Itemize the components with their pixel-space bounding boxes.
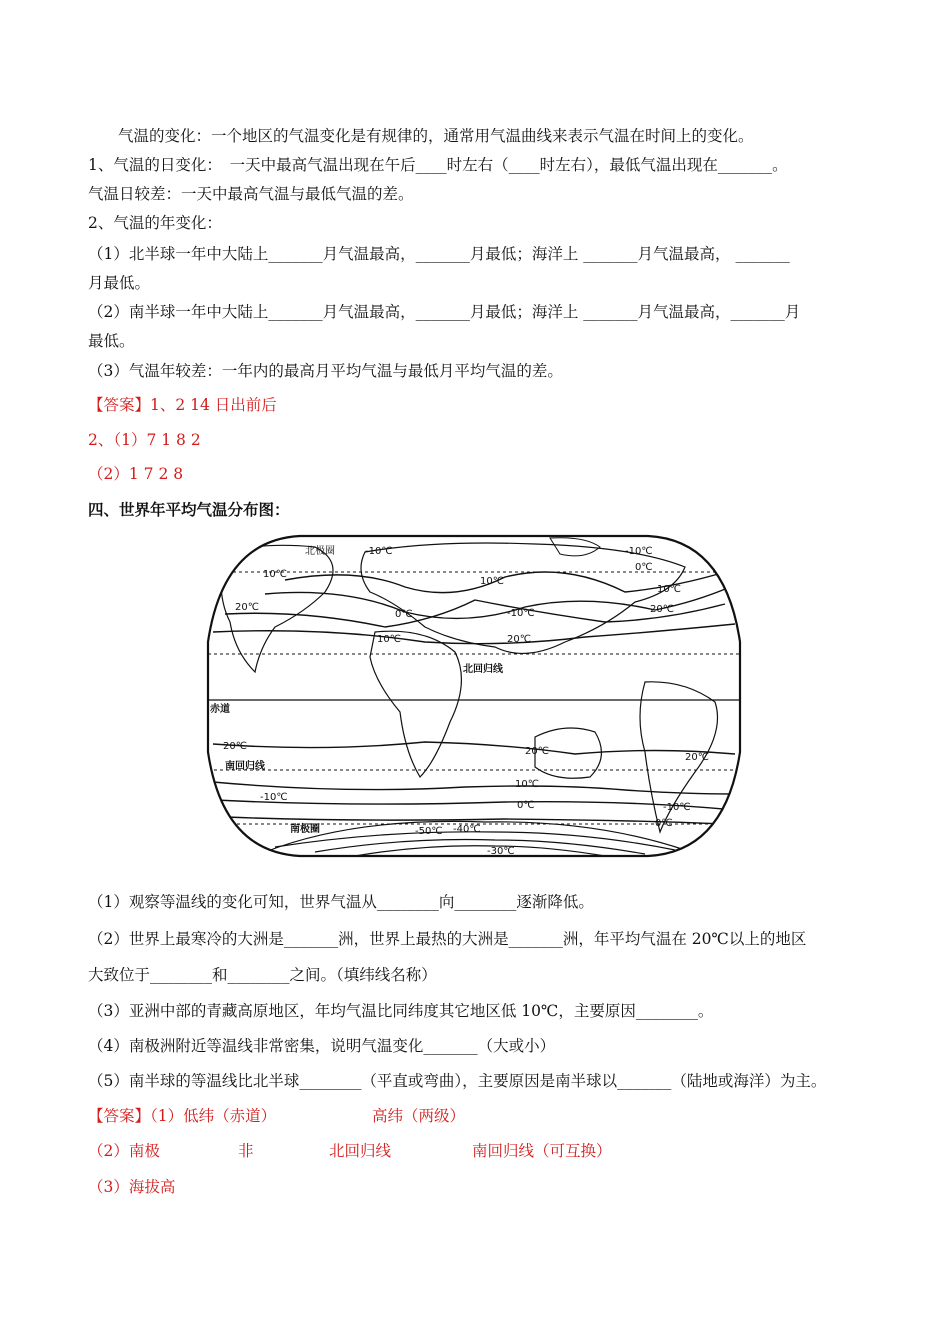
south-hemisphere-line2: 最低。 bbox=[88, 332, 135, 350]
label-minus10-ne: -10℃ bbox=[625, 546, 653, 557]
north-hemisphere-line2: 月最低。 bbox=[88, 274, 151, 292]
daily-range-text: 气温日较差：一天中最高气温与最低气温的差。 bbox=[88, 185, 414, 203]
daily-change-text: 1、气温的日变化： 一天中最高气温出现在午后____时左右（____时左右），最低气温出现在_______。 bbox=[88, 156, 788, 174]
question-2-line1: （2）世界上最寒冷的大洲是_______洲，世界上最热的大洲是_______洲，年平均气温在 20℃以上的地区 bbox=[88, 930, 807, 948]
section4-title: 四、世界年平均气温分布图： bbox=[88, 500, 290, 519]
answer-1-second: 高纬（两级） bbox=[372, 1107, 466, 1125]
label-tropic-of-cancer: 北回归线 bbox=[463, 664, 503, 675]
question-3: （3）亚洲中部的青藏高原地区，年均气温比同纬度其它地区低 10℃，主要原因________。 bbox=[88, 1002, 714, 1020]
label-10-asia: 10℃ bbox=[377, 634, 401, 645]
answer-2-third: 北回归线 bbox=[329, 1142, 392, 1160]
label-20-south-west: 20℃ bbox=[223, 741, 247, 752]
answer-2-fourth: 南回归线（可互换） bbox=[472, 1142, 612, 1160]
answer-line-3: （2）1 7 2 8 bbox=[88, 465, 184, 483]
label-tropic-of-capricorn: 南回归线 bbox=[225, 761, 265, 772]
label-0-ne: 0℃ bbox=[635, 562, 653, 573]
question-1: （1）观察等温线的变化可知，世界气温从________向________逐渐降低。 bbox=[88, 893, 594, 911]
answer-row-1 bbox=[88, 1106, 788, 1126]
label-minus10-south-west: -10℃ bbox=[260, 792, 288, 803]
label-10-pacific-mid: -10℃ bbox=[507, 608, 535, 619]
label-0-south-mid: 0℃ bbox=[517, 800, 535, 811]
label-equator: 赤道 bbox=[210, 704, 230, 715]
question-5: （5）南半球的等温线比北半球________（平直或弯曲），主要原因是南半球以_______（陆地或海洋）为主。 bbox=[88, 1072, 827, 1090]
label-20-south-mid: 20℃ bbox=[525, 746, 549, 757]
label-minus30: -30℃ bbox=[487, 846, 515, 857]
answer-line-1: 【答案】1、2 14 日出前后 bbox=[88, 396, 277, 414]
answer-line-2: 2、（1）7 1 8 2 bbox=[88, 431, 201, 449]
label-20-ne: 20℃ bbox=[650, 604, 674, 615]
annual-change-title: 2、气温的年变化： bbox=[88, 214, 222, 232]
label-10-north-west: 10℃ bbox=[263, 569, 287, 580]
label-10-pacific-north: 10℃ bbox=[480, 576, 504, 587]
label-10-ne: 10℃ bbox=[657, 584, 681, 595]
label-20-south-east: 20℃ bbox=[685, 752, 709, 763]
label-10-south-mid: 10℃ bbox=[515, 779, 539, 790]
north-hemisphere-line1: （1）北半球一年中大陆上_______月气温最高，_______月最低；海洋上 _______月气温最高， _______ bbox=[88, 245, 790, 263]
label-20-north-west: 20℃ bbox=[235, 602, 259, 613]
annual-range-text: （3）气温年较差：一年内的最高月平均气温与最低月平均气温的差。 bbox=[88, 362, 563, 380]
label-minus10-north: -10℃ bbox=[365, 546, 393, 557]
label-10-south-east: -10℃ bbox=[663, 802, 691, 813]
question-4: （4）南极洲附近等温线非常密集，说明气温变化_______（大或小） bbox=[88, 1037, 556, 1055]
answer-row-3: （3）海拔高 bbox=[88, 1178, 176, 1196]
answer-row-2 bbox=[88, 1141, 788, 1161]
label-20-pacific: 20℃ bbox=[507, 634, 531, 645]
label-0-south-east: 0℃ bbox=[655, 818, 673, 829]
label-arctic-circle: 北极圈 bbox=[305, 546, 335, 557]
world-temperature-map bbox=[205, 532, 743, 860]
label-0-asia: 0℃ bbox=[395, 609, 413, 620]
answer-2-second: 非 bbox=[238, 1142, 254, 1160]
question-2-line2: 大致位于________和________之间。（填纬线名称） bbox=[88, 966, 437, 984]
south-hemisphere-line1: （2）南半球一年中大陆上_______月气温最高，_______月最低；海洋上 _______月气温最高，_______月 bbox=[88, 303, 801, 321]
intro-text: 气温的变化：一个地区的气温变化是有规律的，通常用气温曲线来表示气温在时间上的变化。 bbox=[118, 127, 754, 145]
label-minus50: -50℃ bbox=[415, 826, 443, 837]
answer-1-first: 【答案】（1）低纬（赤道） bbox=[88, 1107, 277, 1125]
label-antarctic-circle: 南极圈 bbox=[290, 824, 320, 835]
label-minus40: -40℃ bbox=[453, 824, 481, 835]
answer-2-first: （2）南极 bbox=[88, 1142, 160, 1160]
